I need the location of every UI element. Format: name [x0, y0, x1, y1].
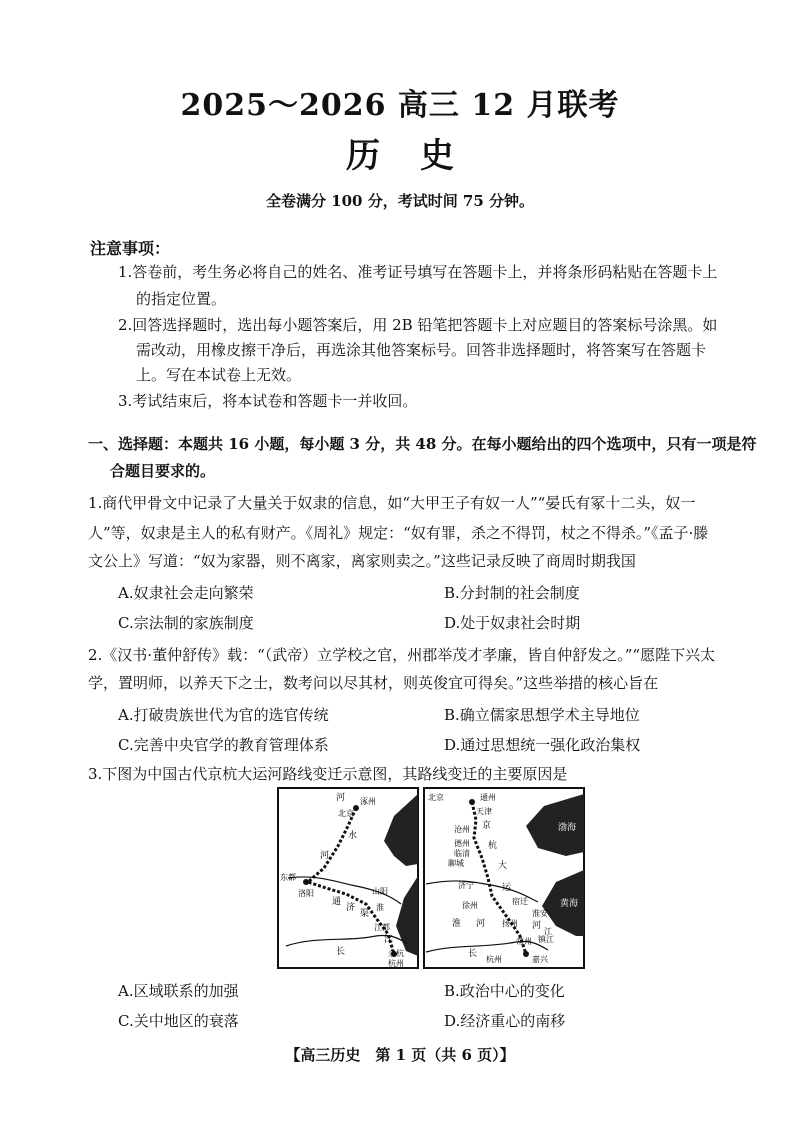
- map-label: 常州: [516, 937, 532, 946]
- question-2-option-d[interactable]: D.通过思想统一强化政治集权: [444, 736, 641, 754]
- map-label: 长: [468, 949, 478, 959]
- question-3-option-b[interactable]: B.政治中心的变化: [444, 982, 565, 1000]
- map-label: 临清: [454, 849, 470, 858]
- section-instruction: 合题目要求的。: [110, 462, 216, 480]
- map-label: 扬州: [502, 919, 518, 928]
- exam-title: 2025～2026 高三 12 月联考: [180, 88, 620, 123]
- question-1-text: 人”等，奴隶是主人的私有财产。《周礼》规定：“奴有罪，杀之不得罚，杖之不得杀。”《孟子·滕: [88, 524, 709, 542]
- notice-line: 3.考试结束后，将本试卷和答题卡一并收回。: [118, 392, 418, 410]
- city-dot: [303, 879, 309, 885]
- question-1-option-a[interactable]: A.奴隶社会走向繁荣: [118, 584, 254, 602]
- notice-line: 上。写在本试卷上无效。: [136, 366, 302, 384]
- map-label: 济宁: [458, 881, 474, 890]
- map-label: 淮安: [532, 909, 548, 918]
- map-label: 镇江: [538, 935, 554, 944]
- question-2-option-a[interactable]: A.打破贵族世代为官的选官传统: [118, 706, 329, 724]
- city-dot: [469, 799, 475, 805]
- map-label: 江: [544, 927, 552, 936]
- question-2-option-b[interactable]: B.确立儒家思想学术主导地位: [444, 706, 640, 724]
- map-label: 通州: [480, 793, 496, 802]
- notice-line: 2.回答选择题时，选出每小题答案后，用 2B 铅笔把答题卡上对应题目的答案标号涂黑。如: [118, 316, 718, 334]
- question-2-text: 学，置明师，以养天下之士，数考问以尽其材，则英俊宜可得矣。”这些举措的核心旨在: [88, 674, 659, 692]
- map-label: 北京: [428, 793, 444, 802]
- map-label: 长: [336, 947, 346, 957]
- map-label: 河: [476, 919, 486, 929]
- map-label: 水: [348, 831, 358, 841]
- map-label: 河: [532, 921, 542, 931]
- map-label: 淮: [376, 903, 384, 912]
- question-3-text: 3.下图为中国古代京杭大运河路线变迁示意图，其路线变迁的主要原因是: [88, 765, 568, 783]
- page-footer: 【高三历史 第 1 页（共 6 页）】: [285, 1046, 515, 1064]
- map-label: 嘉兴: [532, 955, 548, 964]
- notice-line: 1.答卷前，考生务必将自己的姓名、准考证号填写在答题卡上，并将条形码粘贴在答题卡上: [118, 263, 718, 281]
- question-3-option-d[interactable]: D.经济重心的南移: [444, 1012, 566, 1030]
- question-1-text: 1.商代甲骨文中记录了大量关于奴隶的信息，如“大甲王子有奴一人”“晏氏有冢十二头，奴一: [88, 494, 696, 512]
- map-label: 京: [482, 821, 492, 831]
- map-label: 河: [320, 851, 330, 861]
- canal-map-svg: [276, 786, 586, 972]
- map-label: 北京: [338, 809, 354, 818]
- map-label: 渤海: [558, 823, 577, 833]
- map-label: 山阳: [372, 887, 388, 896]
- map-label: 洛阳: [298, 889, 314, 898]
- map-label: 渠: [360, 909, 370, 919]
- map-label: 河: [336, 793, 346, 803]
- notice-line: 的指定位置。: [136, 290, 227, 308]
- map-label: 江: [384, 935, 394, 945]
- exam-subject: 历史: [346, 136, 494, 176]
- question-1-option-b[interactable]: B.分封制的社会制度: [444, 584, 580, 602]
- city-dot: [523, 951, 529, 957]
- map-label: 杭州: [388, 959, 404, 968]
- question-1-option-c[interactable]: C.宗法制的家族制度: [118, 614, 254, 632]
- question-1-option-d[interactable]: D.处于奴隶社会时期: [444, 614, 581, 632]
- question-2-option-c[interactable]: C.完善中央官学的教育管理体系: [118, 736, 329, 754]
- map-label: 沧州: [454, 825, 470, 834]
- map-label: 德州: [454, 839, 470, 848]
- map-label: 济: [346, 903, 356, 913]
- map-label: 通: [332, 897, 342, 907]
- grand-canal-map: [276, 786, 586, 972]
- score-line: 全卷满分 100 分，考试时间 75 分钟。: [265, 192, 535, 210]
- map-label: 余杭: [388, 949, 404, 958]
- question-3-option-c[interactable]: C.关中地区的衰落: [118, 1012, 239, 1030]
- map-label: 聊城: [448, 859, 464, 868]
- question-1-text: 文公上》写道：“奴为家器，则不离家，离家则卖之。”这些记录反映了商周时期我国: [88, 552, 636, 570]
- map-label: 杭: [488, 841, 498, 851]
- map-label: 徐州: [462, 901, 478, 910]
- map-label: 黄海: [560, 899, 579, 909]
- map-label: 大: [498, 861, 508, 871]
- map-label: 杭州: [486, 955, 502, 964]
- notice-line: 需改动，用橡皮擦干净后，再选涂其他答案标号。回答非选择题时，将答案写在答题卡: [136, 341, 707, 359]
- map-label: 淮: [452, 919, 462, 929]
- map-label: 东都: [280, 873, 296, 882]
- map-label: 江都: [374, 923, 390, 932]
- map-label: 天津: [476, 807, 492, 816]
- question-3-option-a[interactable]: A.区域联系的加强: [118, 982, 239, 1000]
- map-label: 宿迁: [512, 897, 528, 906]
- notice-heading: 注意事项：: [90, 239, 171, 258]
- section-instruction: 一、选择题：本题共 16 小题，每小题 3 分，共 48 分。在每小题给出的四个选项中，只有一项是符: [88, 435, 757, 453]
- map-label: 涿州: [360, 797, 376, 806]
- map-label: 运: [502, 883, 512, 893]
- question-2-text: 2.《汉书·董仲舒传》载：“（武帝）立学校之官，州郡举茂才孝廉，皆自仲舒发之。”“愿陛下兴太: [88, 646, 716, 664]
